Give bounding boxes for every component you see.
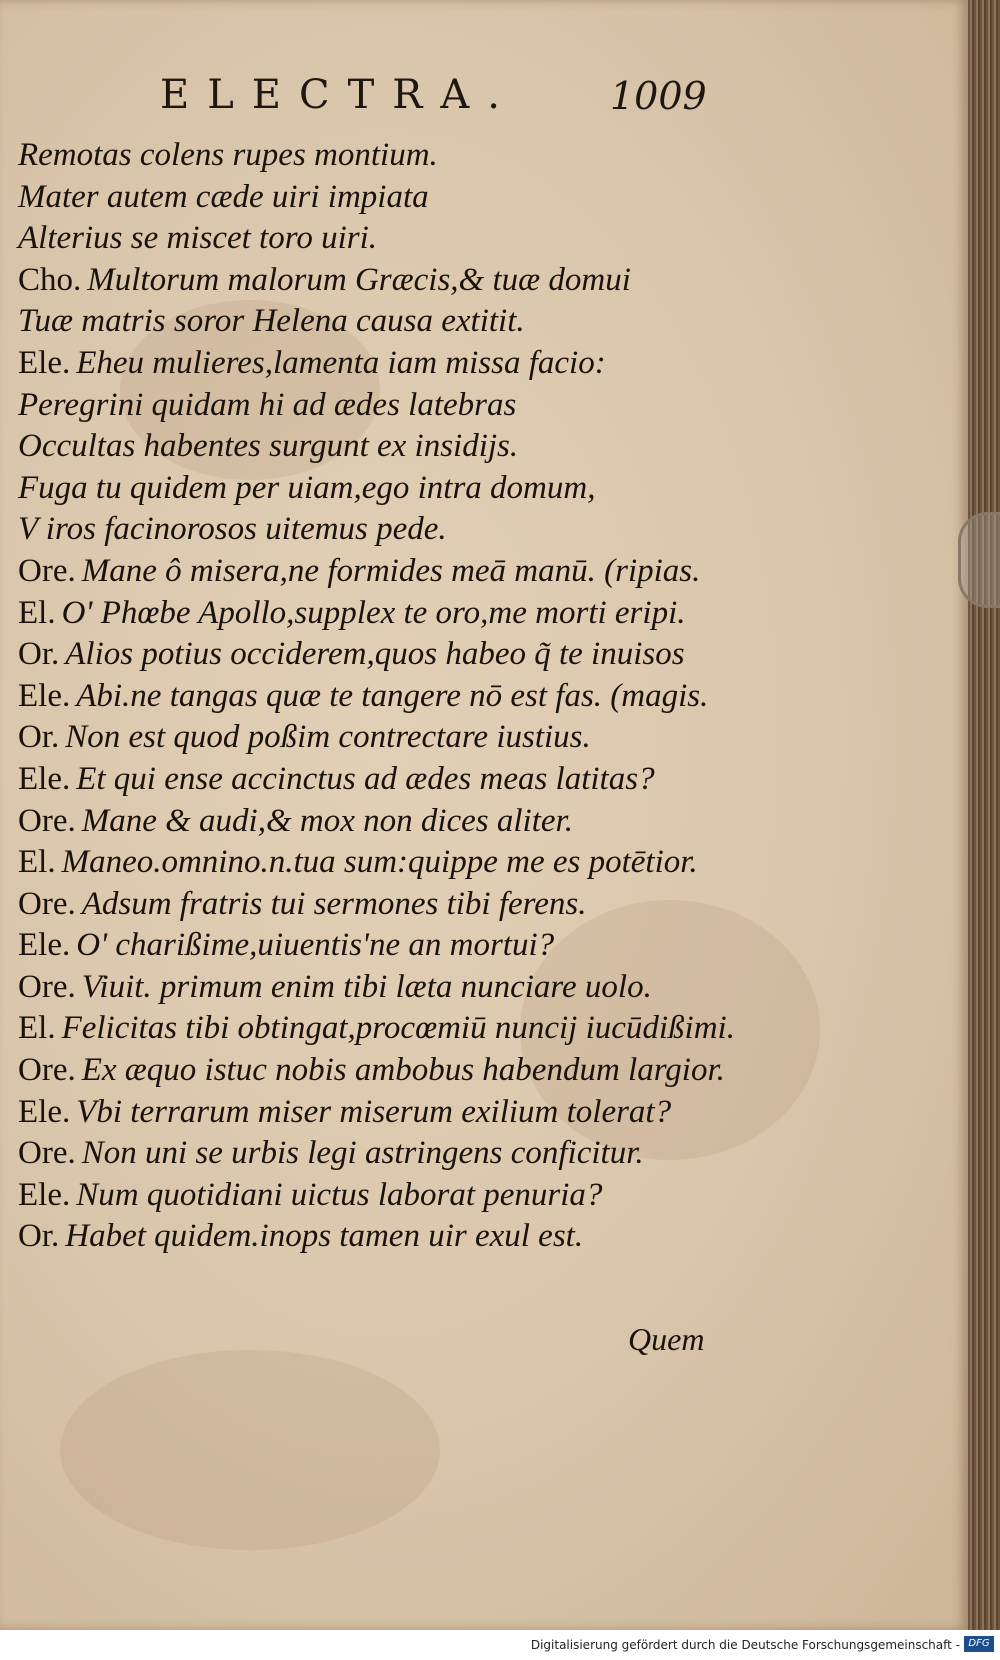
text-line [18, 385, 718, 427]
funding-credit: Digitalisierung gefördert durch die Deutsche Forschungsgemeinschaft - [530, 1638, 960, 1652]
text-line [18, 717, 718, 759]
text-line [18, 509, 718, 551]
text-line [18, 842, 718, 884]
verse-text: Occultas habentes surgunt ex insidijs. [18, 428, 519, 465]
verse-text: Ex æquo istuc nobis ambobus habendum largior. [81, 1052, 725, 1089]
verse-text: Mane ô misera,ne formides meā manū. (ripias. [81, 552, 701, 589]
speaker-label: Ele. [18, 927, 71, 964]
dfg-logo: DFG [964, 1636, 994, 1652]
text-line [18, 177, 718, 219]
speaker-label: El. [18, 594, 56, 631]
speaker-label: Ele. [18, 760, 71, 797]
text-line [18, 593, 718, 635]
text-line [18, 1092, 718, 1134]
speaker-label: Or. [18, 636, 60, 673]
verse-text: Viuit. primum enim tibi læta nunciare uolo. [81, 968, 652, 1005]
verse-text: Num quotidiani uictus laborat penuria? [76, 1176, 603, 1213]
verse-text: O' charißime,uiuentis'ne an mortui? [76, 927, 555, 964]
verse-text: Multorum malorum Græcis,& tuæ domui [87, 261, 631, 298]
verse-text: Abi.ne tangas quæ te tangere nō est fas. (magis. [76, 677, 709, 714]
catchword: Quem [628, 1321, 705, 1357]
speaker-label: El. [18, 1010, 56, 1047]
verse-text: Remotas colens rupes montium. [18, 137, 438, 173]
text-line [18, 551, 718, 593]
verse-text: Mater autem cæde uiri impiata [18, 178, 429, 215]
verse-text: V iros facinorosos uitemus pede. [18, 511, 447, 548]
text-line [18, 884, 718, 926]
verse-text: Vbi terrarum miser miserum exilium tolerat? [76, 1093, 672, 1130]
speaker-label: Ore. [18, 802, 76, 839]
verse-text: Felicitas tibi obtingat,procœmiū nuncij iucūdißimi. [61, 1010, 735, 1047]
text-line [18, 426, 718, 468]
text-line [18, 260, 718, 302]
text-line [18, 1008, 735, 1050]
verse-text: Tuæ matris soror Helena causa extitit. [18, 303, 525, 340]
text-block [18, 135, 735, 1258]
speaker-label: El. [18, 844, 56, 881]
speaker-label: Ele. [18, 1093, 71, 1130]
verse-text: Eheu mulieres,lamenta iam missa facio: [76, 344, 606, 381]
text-line [18, 967, 718, 1009]
verse-text: Non est quod poßim contrectare iustius. [65, 719, 591, 756]
text-line [18, 135, 718, 177]
running-title: ELECTRA. [160, 72, 518, 118]
speaker-label: Ore. [18, 552, 76, 589]
paper-stain [60, 1350, 440, 1550]
text-line [18, 218, 718, 260]
page-edge [968, 0, 1000, 1630]
verse-text: Non uni se urbis legi astringens conficitur. [81, 1135, 644, 1172]
text-line [18, 1175, 718, 1217]
speaker-label: Or. [18, 1218, 60, 1255]
verse-text: Alterius se miscet toro uiri. [18, 220, 378, 257]
verse-text: Adsum fratris tui sermones tibi ferens. [81, 885, 587, 922]
page-number: 1009 [610, 74, 707, 118]
text-line [18, 759, 718, 801]
text-line [18, 801, 718, 843]
speaker-label: Ore. [18, 1052, 76, 1089]
verse-text: Peregrini quidam hi ad ædes latebras [18, 386, 517, 423]
speaker-label: Or. [18, 719, 60, 756]
verse-text: Maneo.omnino.n.tua sum:quippe me es potētior. [61, 844, 698, 881]
speaker-label: Ore. [18, 1135, 76, 1172]
text-line [18, 634, 718, 676]
footer-bar [0, 1630, 1000, 1660]
verse-text: O' Phœbe Apollo,supplex te oro,me morti eripi. [61, 594, 686, 631]
verse-text: Habet quidem.inops tamen uir exul est. [65, 1218, 584, 1255]
speaker-label: Ele. [18, 344, 71, 381]
text-line [18, 676, 718, 718]
text-line [18, 301, 718, 343]
speaker-label: Ele. [18, 677, 71, 714]
speaker-label: Cho. [18, 261, 82, 298]
text-line [18, 343, 718, 385]
text-line [18, 1133, 718, 1175]
text-line [18, 1050, 725, 1092]
text-line [18, 468, 718, 510]
speaker-label: Ore. [18, 968, 76, 1005]
text-line [18, 925, 718, 967]
text-line [18, 1216, 718, 1258]
verse-text: Et qui ense accinctus ad ædes meas latitas? [76, 760, 655, 797]
verse-text: Alios potius occiderem,quos habeo q̃ te inuisos [65, 636, 685, 673]
scan-clip [958, 512, 1000, 608]
page-header [0, 72, 968, 132]
verse-text: Mane & audi,& mox non dices aliter. [81, 802, 573, 839]
verse-text: Fuga tu quidem per uiam,ego intra domum, [18, 469, 596, 506]
speaker-label: Ore. [18, 885, 76, 922]
speaker-label: Ele. [18, 1176, 71, 1213]
